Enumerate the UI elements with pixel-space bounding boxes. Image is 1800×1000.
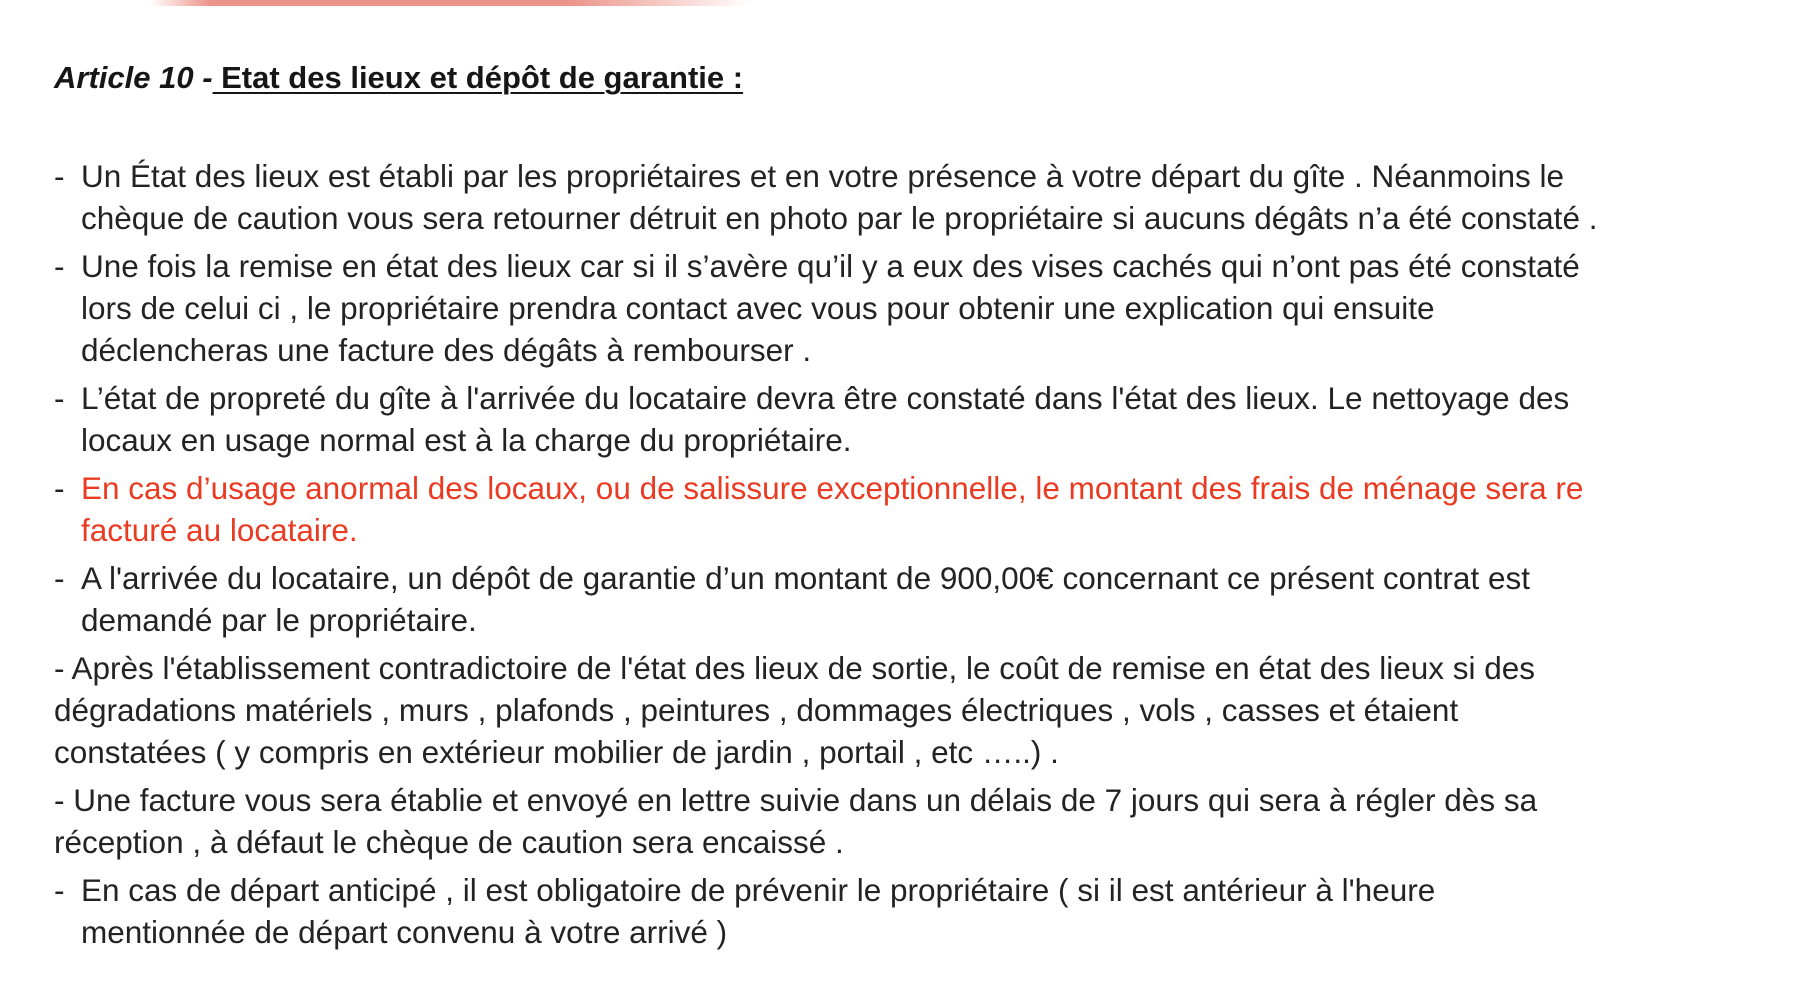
clause-line: demandé par le propriétaire. [81,602,477,638]
article-heading [54,60,743,96]
clause-line: - Une facture vous sera établie et envoyé en lettre suivie dans un délais de 7 jours qui sera à régler dès sa [54,782,1538,818]
clause-list [54,155,1774,959]
clause-line: constatées ( y compris en extérieur mobilier de jardin , portail , etc …..) . [54,734,1059,770]
clause-line: mentionnée de départ convenu à votre arrivé ) [81,914,728,950]
previous-text-fragment [0,0,1800,8]
dash-bullet: - [54,158,65,194]
dash-bullet: - [54,560,65,596]
clause-line: facturé au locataire. [81,512,358,548]
clause-line: chèque de caution vous sera retourner détruit en photo par le propriétaire si aucuns dégâts n’a été constaté . [81,200,1598,236]
clause-item [54,155,1774,239]
clause-line: A l'arrivée du locataire, un dépôt de garantie d’un montant de 900,00€ concernant ce présent contrat est [81,560,1530,596]
clause-line: lors de celui ci , le propriétaire prendra contact avec vous pour obtenir une explication qui ensuite [81,290,1435,326]
clause-item [54,245,1774,371]
clause-line: L’état de propreté du gîte à l'arrivée du locataire devra être constaté dans l'état des lieux. Le nettoyage des [81,380,1570,416]
clause-line: locaux en usage normal est à la charge du propriétaire. [81,422,852,458]
clause-item-highlighted [54,467,1774,551]
clause-item [54,869,1774,953]
clause-line: déclencheras une facture des dégâts à rembourser . [81,332,812,368]
clause-line: Un État des lieux est établi par les propriétaires et en votre présence à votre départ du gîte . Néanmoins le [81,158,1565,194]
dash-bullet: - [54,872,65,908]
clause-item [54,779,1774,863]
article-number: Article 10 - [54,60,213,95]
dash-bullet: - [54,380,65,416]
clause-item [54,647,1774,773]
article-title: Etat des lieux et dépôt de garantie : [212,60,744,95]
clause-line: réception , à défaut le chèque de caution sera encaissé . [54,824,844,860]
dash-bullet: - [54,470,65,506]
clause-item [54,377,1774,461]
clause-line: En cas d’usage anormal des locaux, ou de salissure exceptionnelle, le montant des frais de ménage sera re [81,470,1584,506]
clause-line: En cas de départ anticipé , il est obligatoire de prévenir le propriétaire ( si il est antérieur à l'heure [81,872,1436,908]
clause-line: Une fois la remise en état des lieux car si il s’avère qu’il y a eux des vises cachés qui n’ont pas été constaté [81,248,1580,284]
dash-bullet: - [54,248,65,284]
clause-line: dégradations matériels , murs , plafonds , peintures , dommages électriques , vols , casses et étaient [54,692,1459,728]
clause-item [54,557,1774,641]
clause-line: - Après l'établissement contradictoire de l'état des lieux de sortie, le coût de remise en état des lieux si des [54,650,1536,686]
